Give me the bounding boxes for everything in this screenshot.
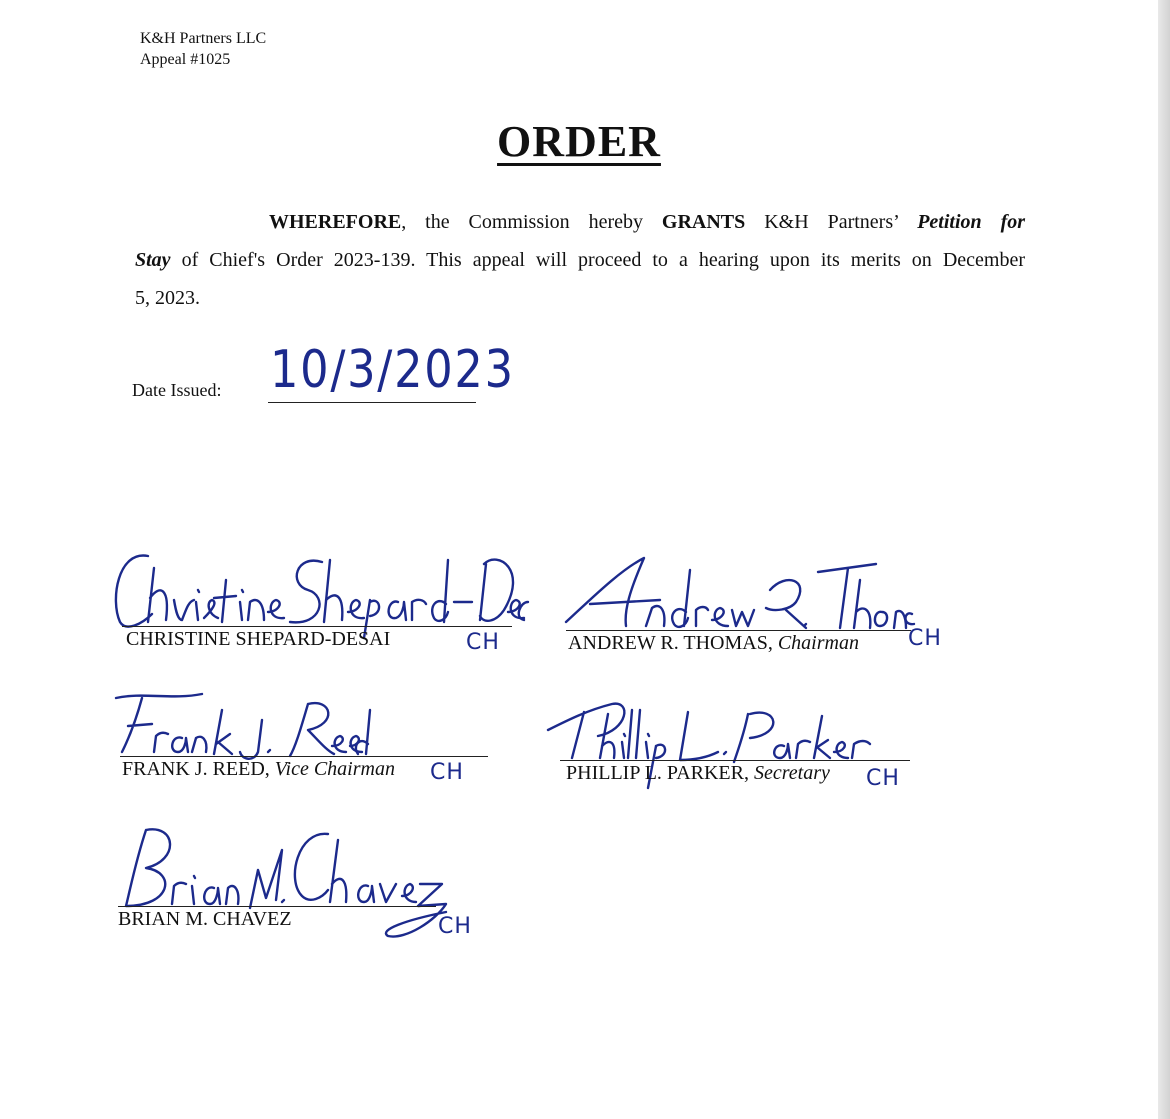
signature-rule xyxy=(560,760,910,761)
signatory-name: ANDREW R. THOMAS, Chairman xyxy=(568,632,859,654)
initials-mark: CH xyxy=(438,914,472,939)
signature-shepard-desai xyxy=(108,540,538,640)
case-header xyxy=(140,28,266,70)
appeal-number: Appeal #1025 xyxy=(140,51,231,68)
company-name: K&H Partners LLC xyxy=(140,30,267,47)
signature-rule xyxy=(122,626,512,627)
paragraph-line-1: WHEREFORE, the Commission hereby GRANTS K&H Partners’ Petition for xyxy=(269,211,1026,233)
signatory-name: FRANK J. REED, Vice Chairman xyxy=(122,758,395,780)
order-paragraph xyxy=(135,203,1025,317)
paragraph-line-2: Stay of Chief's Order 2023-139. This appeal will proceed to a hearing upon its merits on December xyxy=(135,249,1025,271)
signatory-name: PHILLIP L. PARKER, Secretary xyxy=(566,762,830,784)
date-issued-rule xyxy=(268,402,476,403)
signature-rule xyxy=(566,630,911,631)
signature-thomas xyxy=(560,550,920,640)
initials-mark: CH xyxy=(466,630,500,655)
signatory-name: BRIAN M. CHAVEZ xyxy=(118,908,292,930)
signature-rule xyxy=(120,756,488,757)
page-edge xyxy=(1158,0,1170,1119)
signature-rule xyxy=(118,906,436,907)
signatory-name: CHRISTINE SHEPARD-DESAI xyxy=(126,628,391,650)
paragraph-line-3: 5, 2023. xyxy=(135,287,200,309)
initials-mark: CH xyxy=(908,626,942,651)
initials-mark: CH xyxy=(866,766,900,791)
date-issued-label: Date Issued: xyxy=(132,380,222,400)
order-title: ORDER xyxy=(497,117,661,166)
initials-mark: CH xyxy=(430,760,464,785)
date-issued-handwritten: 10/3/2023 xyxy=(270,340,515,400)
